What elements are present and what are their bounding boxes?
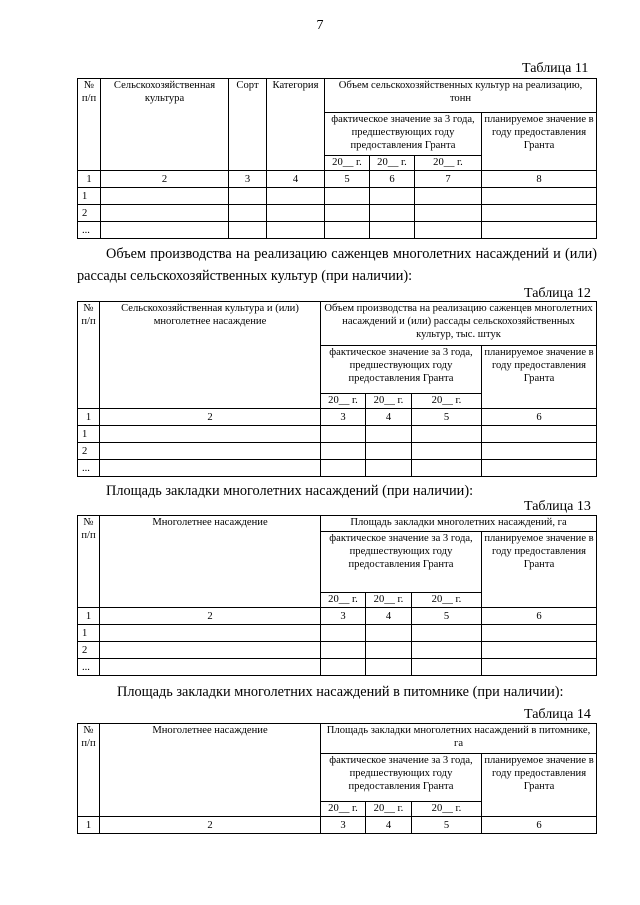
table-number-row: 1 2 3 4 5 6 7 8 xyxy=(78,171,597,188)
year-1: 20__ г. xyxy=(321,802,366,817)
col-plant-header: Многолетнее насаждение xyxy=(100,516,321,608)
col-volume-header: Объем производства на реализацию саженцев многолетних насаждений и (или) рассады сельскохозяйственных культур, тыс. штук xyxy=(321,302,597,346)
table-12-label: Таблица 12 xyxy=(524,286,591,301)
table-row: ... xyxy=(78,659,597,676)
paragraph-14: Площадь закладки многолетних насаждений в питомнике (при наличии): xyxy=(117,684,564,700)
table-number-row: 1 2 3 4 5 6 xyxy=(78,409,597,426)
table-row: 2 xyxy=(78,642,597,659)
table-13-label: Таблица 13 xyxy=(524,499,591,514)
table-row: 2 xyxy=(78,443,597,460)
col-num-header: № п/п xyxy=(78,79,101,171)
year-3: 20__ г. xyxy=(412,802,482,817)
table-row: ... xyxy=(78,460,597,477)
col-area-header: Площадь закладки многолетних насаждений в питомнике, га xyxy=(321,724,597,754)
table-row: 1 xyxy=(78,426,597,443)
col-category-header: Категория xyxy=(267,79,325,171)
table-11-label: Таблица 11 xyxy=(522,61,589,76)
col-area-header: Площадь закладки многолетних насаждений, га xyxy=(321,516,597,532)
year-2: 20__ г. xyxy=(366,593,412,608)
col-culture-header: Сельскохозяйственная культура xyxy=(101,79,229,171)
col-fact-header: фактическое значение за 3 года, предшествующих году предоставления Гранта xyxy=(321,346,482,394)
page-number: 7 xyxy=(316,18,324,33)
col-plant-header: Многолетнее насаждение xyxy=(100,724,321,817)
table-13 xyxy=(77,515,597,676)
col-plan-header: планируемое значение в году предоставления Гранта xyxy=(482,532,597,608)
table-14-label: Таблица 14 xyxy=(524,707,591,722)
col-num-header: № п/п xyxy=(78,516,100,608)
year-1: 20__ г. xyxy=(321,394,366,409)
col-fact-header: фактическое значение за 3 года, предшествующих году предоставления Гранта xyxy=(325,113,482,156)
table-14 xyxy=(77,723,597,834)
col-fact-header: фактическое значение за 3 года, предшествующих году предоставления Гранта xyxy=(321,532,482,593)
table-11 xyxy=(77,78,597,239)
col-plan-header: планируемое значение в году предоставления Гранта xyxy=(482,754,597,817)
paragraph-12: Объем производства на реализацию саженцев многолетних насаждений и (или) рассады сельскохозяйственных культур (при наличии): xyxy=(77,246,597,284)
table-row: 1 xyxy=(78,188,597,205)
year-3: 20__ г. xyxy=(415,156,482,171)
col-num-header: № п/п xyxy=(78,724,100,817)
year-3: 20__ г. xyxy=(412,593,482,608)
year-2: 20__ г. xyxy=(366,394,412,409)
year-2: 20__ г. xyxy=(370,156,415,171)
table-row: 2 xyxy=(78,205,597,222)
table-number-row: 1 2 3 4 5 6 xyxy=(78,817,597,834)
col-num-header: № п/п xyxy=(78,302,100,409)
table-row: 1 xyxy=(78,625,597,642)
col-volume-header: Объем сельскохозяйственных культур на реализацию, тонн xyxy=(325,79,597,113)
col-plan-header: планируемое значение в году предоставления Гранта xyxy=(482,113,597,171)
col-sort-header: Сорт xyxy=(229,79,267,171)
year-1: 20__ г. xyxy=(325,156,370,171)
year-1: 20__ г. xyxy=(321,593,366,608)
table-12 xyxy=(77,301,597,477)
year-3: 20__ г. xyxy=(412,394,482,409)
col-culture-header: Сельскохозяйственная культура и (или) многолетнее насаждение xyxy=(100,302,321,409)
col-fact-header: фактическое значение за 3 года, предшествующих году предоставления Гранта xyxy=(321,754,482,802)
paragraph-13: Площадь закладки многолетних насаждений (при наличии): xyxy=(106,483,474,499)
table-number-row: 1 2 3 4 5 6 xyxy=(78,608,597,625)
table-row: ... xyxy=(78,222,597,239)
year-2: 20__ г. xyxy=(366,802,412,817)
col-plan-header: планируемое значение в году предоставления Гранта xyxy=(482,346,597,409)
